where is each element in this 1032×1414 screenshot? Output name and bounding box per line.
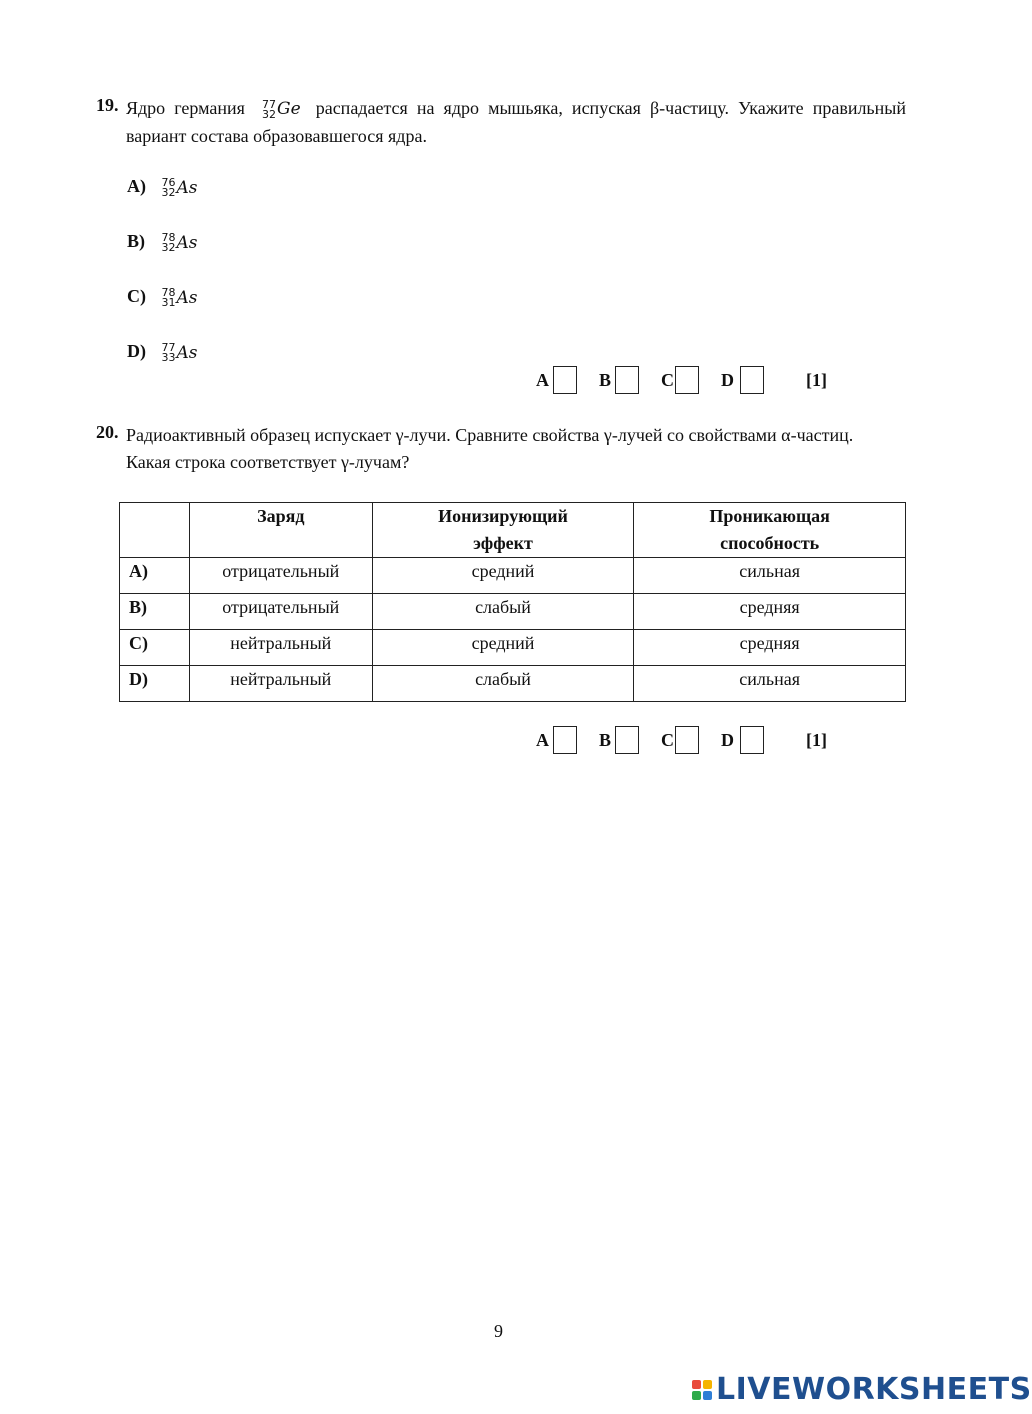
q20-answer-box-b[interactable] (615, 726, 639, 754)
cell-penetrating: средняя (634, 630, 906, 666)
option-label: C) (127, 286, 146, 306)
cell-charge: отрицательный (189, 594, 372, 630)
answer-letter-d: D (721, 369, 735, 390)
answer-letter-b: B (599, 729, 612, 750)
logo-text: LIVEWORKSHEETS (716, 1372, 1032, 1407)
q19-option-b (127, 231, 198, 253)
element-symbol: As (176, 287, 198, 308)
q19-germanium-nucleus (262, 96, 301, 123)
row-label: C) (120, 630, 190, 666)
q20-properties-table (119, 502, 906, 702)
row-label: D) (120, 666, 190, 702)
option-nucleus (161, 285, 198, 309)
answer-letter-c: C (661, 369, 675, 390)
q19-answer-box-d[interactable] (740, 366, 764, 394)
cell-charge: нейтральный (189, 630, 372, 666)
q19-text-before: Ядро германия (126, 98, 245, 118)
answer-letter-c: C (661, 729, 675, 750)
logo-grid-icon (692, 1380, 712, 1400)
q19-option-a (127, 176, 198, 198)
option-nucleus (161, 340, 198, 364)
option-label: D) (127, 341, 146, 361)
header-penetrating (634, 503, 906, 558)
mass-number: 78 (161, 230, 176, 244)
mass-number: 78 (161, 285, 176, 299)
cell-ionizing: слабый (372, 666, 634, 702)
germanium-symbol: Ge (276, 99, 301, 120)
mass-number: 77 (161, 340, 176, 354)
q20-number: 20. (96, 422, 119, 442)
atomic-number: 33 (161, 350, 176, 364)
header-charge: Заряд (189, 503, 372, 558)
germanium-mass-number: 77 (261, 97, 276, 111)
q19-text (126, 95, 906, 150)
header-ionizing-text: Ионизирующий эффект (438, 506, 568, 553)
answer-letter-a: A (536, 369, 549, 390)
cell-charge: отрицательный (189, 558, 372, 594)
answer-letter-a: A (536, 729, 549, 750)
option-label: A) (127, 176, 146, 196)
row-label: B) (120, 594, 190, 630)
mass-number: 76 (161, 175, 176, 189)
header-ionizing (372, 503, 634, 558)
liveworksheets-logo (692, 1372, 1032, 1407)
q19-option-c (127, 286, 198, 308)
atomic-number: 32 (161, 185, 176, 199)
cell-penetrating: средняя (634, 594, 906, 630)
table-row (120, 558, 906, 594)
row-label: A) (120, 558, 190, 594)
q20-mark: [1] (806, 729, 828, 750)
option-nucleus (161, 175, 198, 199)
element-symbol: As (176, 342, 198, 363)
q19-mark: [1] (806, 369, 828, 390)
cell-ionizing: слабый (372, 594, 634, 630)
element-symbol: As (176, 177, 198, 198)
germanium-atomic-number: 32 (261, 107, 276, 121)
element-symbol: As (176, 232, 198, 253)
answer-letter-d: D (721, 729, 735, 750)
table-header-row (120, 503, 906, 558)
cell-charge: нейтральный (189, 666, 372, 702)
option-label: B) (127, 231, 145, 251)
q19-answer-box-c[interactable] (675, 366, 699, 394)
page-number: 9 (494, 1321, 503, 1341)
q20-answer-box-d[interactable] (740, 726, 764, 754)
header-penetrating-text: Проникающая способность (709, 506, 830, 553)
q20-text: Радиоактивный образец испускает γ-лучи. Сравните свойства γ-лучей со свойствами α-частиц. Какая строка соответствует γ-лучам? (126, 425, 854, 472)
table-row (120, 630, 906, 666)
q20-answer-row (536, 726, 827, 754)
option-nucleus (161, 230, 198, 254)
q19-answer-row (536, 366, 827, 394)
q19-option-d (127, 341, 198, 363)
cell-penetrating: сильная (634, 558, 906, 594)
atomic-number: 31 (161, 295, 176, 309)
q20-answer-box-c[interactable] (675, 726, 699, 754)
table-row (120, 666, 906, 702)
cell-ionizing: средний (372, 630, 634, 666)
q19-answer-box-b[interactable] (615, 366, 639, 394)
table-row (120, 594, 906, 630)
q19-text-after: распадается на ядро мышьяка, испуская β-частицу. Укажите правильный вариант состава образовавшегося ядра. (126, 98, 907, 147)
atomic-number: 32 (161, 240, 176, 254)
q20-answer-box-a[interactable] (553, 726, 577, 754)
cell-ionizing: средний (372, 558, 634, 594)
answer-letter-b: B (599, 369, 612, 390)
q19-number: 19. (96, 95, 119, 115)
q19-answer-box-a[interactable] (553, 366, 577, 394)
cell-penetrating: сильная (634, 666, 906, 702)
header-empty (120, 503, 190, 558)
